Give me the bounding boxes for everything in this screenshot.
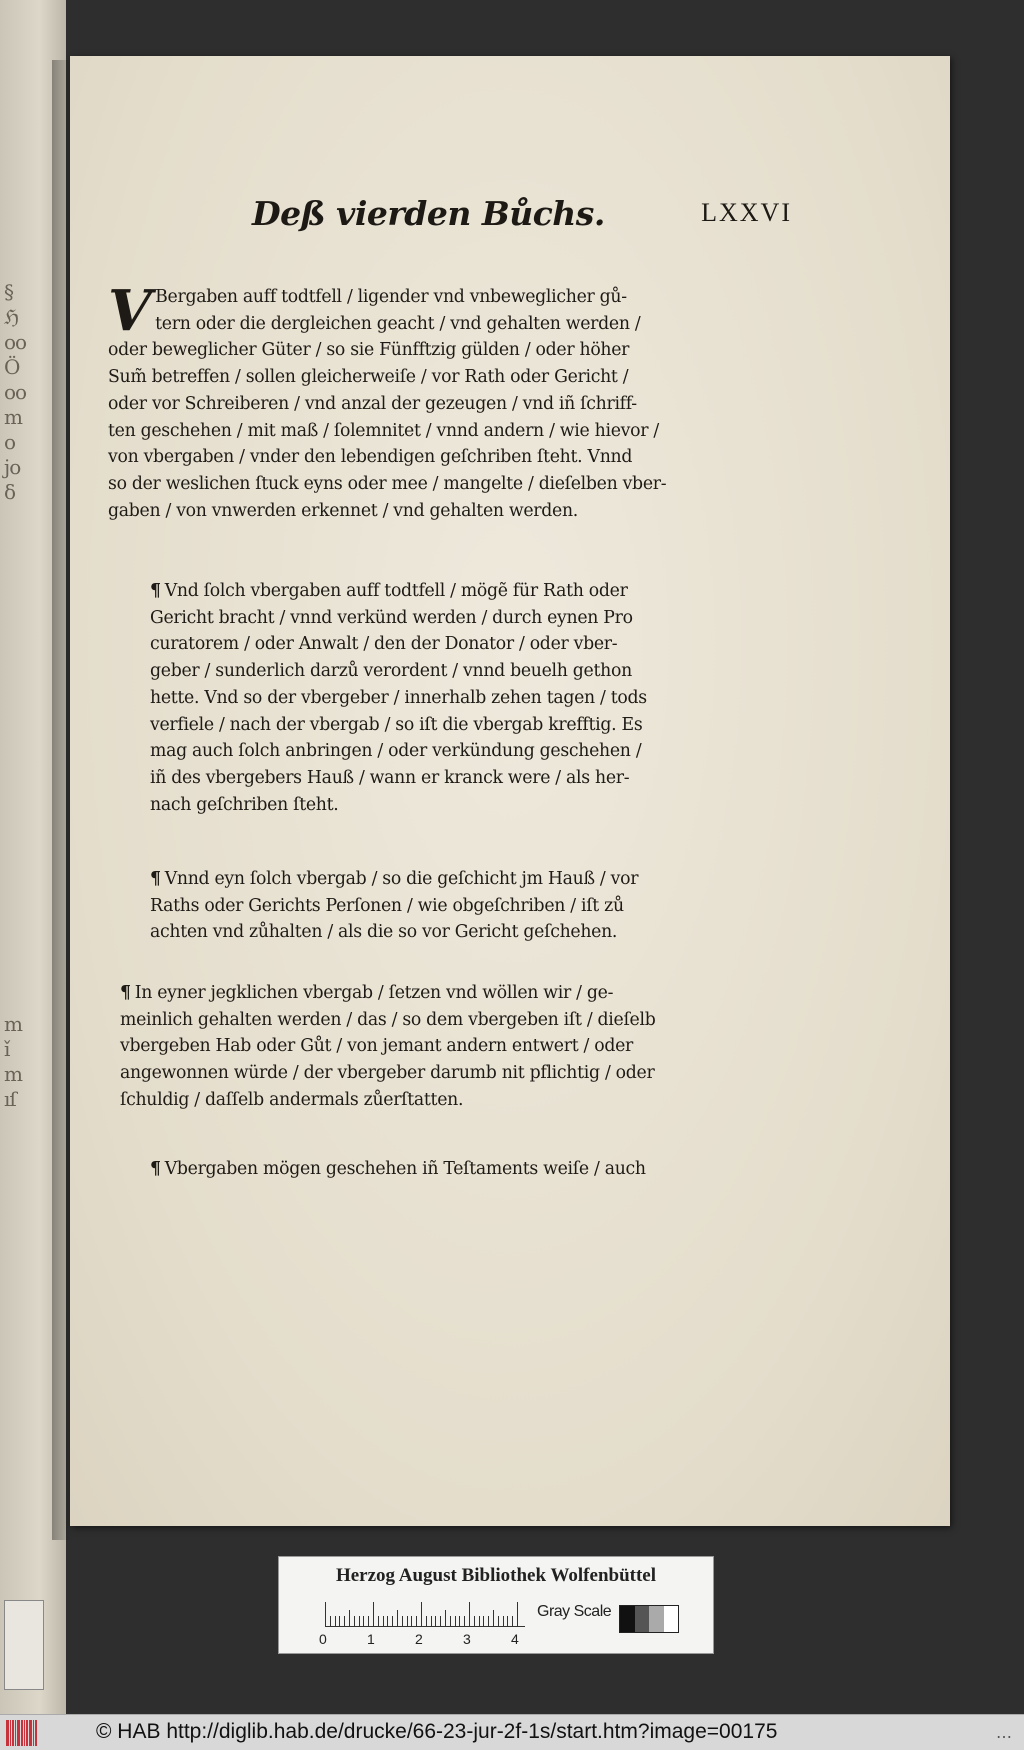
ruler-tick [325, 1602, 326, 1626]
text-line-content: Vnd ſolch vbergaben auff todtfell / mögẽ für Rath oder [164, 581, 628, 601]
library-color-plate [278, 1556, 714, 1654]
text-line-content: Vnnd eyn ſolch vbergab / so die geſchicht jm Hauß / vor [164, 869, 639, 889]
ruler-tick [435, 1616, 436, 1626]
text-line: Bergaben auff todtfell / ligender vnd vnbeweglicher gů- [155, 287, 627, 307]
ruler-tick [383, 1616, 384, 1626]
barcode-bar [29, 1720, 32, 1746]
text-line: mag auch ſolch anbringen / oder verkündung geschehen / [150, 741, 642, 762]
paragraph-1 [108, 278, 728, 524]
text-line: ſchuldig / daſſelb andermals zůerſtatten. [120, 1089, 464, 1110]
ruler-tick [517, 1602, 518, 1626]
barcode-bar [24, 1720, 25, 1746]
text-line [150, 1156, 740, 1183]
text-line [150, 866, 740, 893]
ruler-tick [368, 1616, 369, 1626]
barcode-bar [12, 1720, 14, 1746]
ruler-tick [363, 1616, 364, 1626]
gray-scale-label: Gray Scale [537, 1603, 612, 1620]
gray-scale-swatch [619, 1605, 679, 1633]
barcode-bar [17, 1720, 20, 1746]
text-line [150, 578, 740, 605]
swatch-white [664, 1606, 679, 1632]
shelfmark-label [4, 1600, 44, 1690]
text-line: iñ des vbergebers Hauß / wann er kranck were / als her- [150, 767, 630, 788]
ruler-number: 4 [511, 1631, 519, 1647]
ruler-tick [440, 1616, 441, 1626]
library-name: Herzog August Bibliothek Wolfenbüttel [335, 1565, 657, 1586]
text-line: meinlich gehalten werden / das / so dem vbergeben iſt / dieſelb [120, 1009, 656, 1030]
ruler-tick [426, 1616, 427, 1626]
ruler-tick [450, 1616, 451, 1626]
pilcrow-icon: ¶ [150, 869, 161, 889]
barcode-bar [6, 1720, 9, 1746]
text-line: Gericht bracht / vnnd verkünd werden / durch eynen Pro [150, 607, 633, 628]
status-bar [0, 1714, 1024, 1750]
ruler-tick [469, 1602, 470, 1626]
text-line: von vbergaben / vnder den lebendigen geſchriben ſteht. Vnnd [108, 447, 633, 468]
ruler-tick [455, 1616, 456, 1626]
ruler-tick [335, 1616, 336, 1626]
page-header [252, 194, 792, 254]
ruler-tick [512, 1616, 513, 1626]
ruler-tick [474, 1616, 475, 1626]
more-icon[interactable]: … [996, 1723, 1012, 1742]
scale-ruler [325, 1601, 525, 1627]
ruler-numbers [319, 1631, 539, 1649]
text-line: so der weslichen ſtuck eyns oder mee / mangelte / dieſelben vber- [108, 473, 667, 494]
ruler-tick [483, 1616, 484, 1626]
text-line: ten geschehen / mit maß / ſolemnitet / vnnd andern / wie hievor / [108, 420, 659, 441]
text-line: Raths oder Gerichts Perſonen / wie obgeſchriben / iſt zů [150, 895, 624, 916]
ruler-tick [354, 1616, 355, 1626]
pilcrow-icon: ¶ [150, 581, 161, 601]
ruler-tick [464, 1616, 465, 1626]
ruler-tick [359, 1616, 360, 1626]
ruler-number: 0 [319, 1631, 327, 1647]
text-line: vbergeben Hab oder Gůt / von jemant andern entwert / oder [120, 1036, 634, 1057]
text-line: angewonnen würde / der vbergeber darumb nit pflichtig / oder [120, 1063, 655, 1084]
copyright-url[interactable]: © HAB http://diglib.hab.de/drucke/66-23-jur-2f-1s/start.htm?image=00175 [96, 1720, 778, 1743]
swatch-dark [635, 1606, 650, 1632]
book-page [70, 56, 950, 1526]
text-line: oder vor Schreiberen / vnd anzal der gezeugen / vnd iñ ſchriff- [108, 393, 637, 414]
ruler-tick [488, 1616, 489, 1626]
ruler-tick [392, 1616, 393, 1626]
ruler-tick [421, 1602, 422, 1626]
swatch-light [649, 1606, 664, 1632]
ruler-tick [493, 1610, 494, 1626]
ruler-tick [411, 1616, 412, 1626]
facing-page-fragments: § ℌ oo Ö oo m o jo δ [4, 280, 27, 504]
ruler-tick [507, 1616, 508, 1626]
text-line-content: Vbergaben mögen geschehen iñ Teſtaments weiſe / auch [164, 1159, 646, 1179]
facing-page-fragments-lower: m ǐ m ıſ [4, 1012, 22, 1111]
barcode-icon [6, 1720, 46, 1746]
paragraph-3 [150, 866, 740, 946]
ruler-number: 3 [463, 1631, 471, 1647]
running-title: Deß vierden Bůchs. [252, 194, 605, 233]
paragraph-4 [120, 980, 740, 1114]
ruler-tick [349, 1610, 350, 1626]
ruler-tick [479, 1616, 480, 1626]
barcode-bar [33, 1720, 34, 1746]
text-line: curatorem / oder Anwalt / den der Donator / oder vber- [150, 634, 618, 655]
ruler-tick [339, 1616, 340, 1626]
ruler-tick [397, 1610, 398, 1626]
ruler-tick [459, 1616, 460, 1626]
ruler-tick [330, 1616, 331, 1626]
text-line: nach geſchriben ſteht. [150, 794, 339, 815]
barcode-bar [35, 1720, 37, 1746]
paragraph-2 [150, 578, 740, 818]
text-line: Sum̃ betreffen / sollen gleicherweiſe / vor Rath oder Gericht / [108, 367, 629, 388]
text-line: achten vnd zůhalten / als die so vor Gericht geſchehen. [150, 922, 618, 943]
ruler-tick [503, 1616, 504, 1626]
ruler-tick [407, 1616, 408, 1626]
text-line: oder beweglicher Güter / so sie Fünfftzig gülden / oder höher [108, 340, 630, 361]
ruler-tick [373, 1602, 374, 1626]
barcode-bar [21, 1720, 23, 1746]
ruler-tick [445, 1610, 446, 1626]
text-line: geber / sunderlich darzů verordent / vnnd beuelh gethon [150, 661, 632, 682]
text-line: gaben / von vnwerden erkennet / vnd gehalten werden. [108, 500, 578, 521]
ruler-tick [378, 1616, 379, 1626]
text-line: verfiele / nach der vbergab / so iſt die vbergab krefftig. Es [150, 714, 643, 735]
ruler-tick [431, 1616, 432, 1626]
barcode-bar [26, 1720, 28, 1746]
text-line: tern oder die dergleichen geacht / vnd gehalten werden / [155, 313, 641, 334]
ruler-tick [402, 1616, 403, 1626]
ruler-tick [498, 1616, 499, 1626]
text-line [120, 980, 740, 1007]
ruler-number: 1 [367, 1631, 375, 1647]
barcode-bar [15, 1720, 16, 1746]
folio-number: LXXVI [701, 198, 792, 227]
text-line-content: In eyner jegklichen vbergab / ſetzen vnd wöllen wir / ge- [134, 983, 614, 1003]
swatch-black [620, 1606, 635, 1632]
pilcrow-icon: ¶ [150, 1159, 161, 1179]
decorated-initial: V [108, 278, 152, 344]
text-line: hette. Vnd so der vbergeber / innerhalb zehen tagen / tods [150, 687, 647, 708]
pilcrow-icon: ¶ [120, 983, 131, 1003]
ruler-tick [416, 1616, 417, 1626]
ruler-tick [387, 1616, 388, 1626]
gutter-shadow [52, 60, 72, 1540]
ruler-tick [344, 1616, 345, 1626]
barcode-bar [10, 1720, 11, 1746]
ruler-number: 2 [415, 1631, 423, 1647]
paragraph-5 [150, 1156, 740, 1183]
